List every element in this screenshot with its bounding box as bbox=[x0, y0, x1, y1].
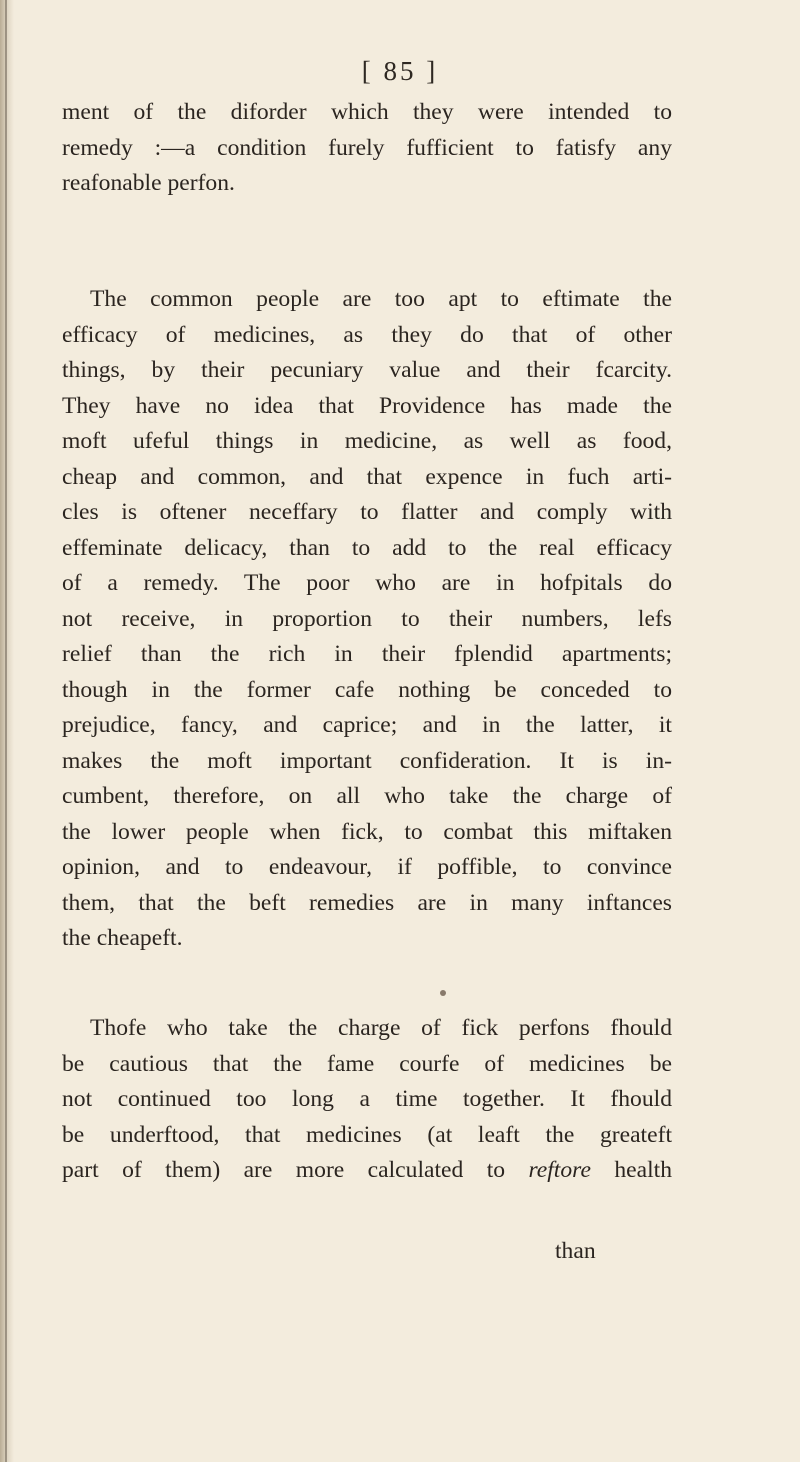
text-line: be underftood, that medicines (at leaft the greateft bbox=[62, 1121, 672, 1148]
text-line: effeminate delicacy, than to add to the real efficacy bbox=[62, 534, 672, 561]
page-number: [ 85 ] bbox=[361, 56, 439, 86]
text-line: not receive, in proportion to their numbers, lefs bbox=[62, 605, 672, 632]
text-line: They have no idea that Providence has made the bbox=[62, 392, 672, 419]
text-line: though in the former cafe nothing be conceded to bbox=[62, 676, 672, 703]
catchword: than bbox=[555, 1238, 596, 1264]
text-line: the lower people when fick, to combat this miftaken bbox=[62, 818, 672, 845]
line-text: part of them) are more calculated to bbox=[62, 1157, 506, 1183]
text-line: cheap and common, and that expence in fuch arti- bbox=[62, 463, 672, 490]
text-line: them, that the beft remedies are in many inftances bbox=[62, 889, 672, 916]
text-line: not continued too long a time together. It fhould bbox=[62, 1086, 672, 1112]
paragraph-1 bbox=[62, 95, 672, 202]
text-line-with-emphasis bbox=[62, 1153, 672, 1189]
ink-fleck bbox=[440, 990, 446, 996]
binding-shadow bbox=[0, 0, 14, 1462]
text-line: relief than the rich in their fplendid apartments; bbox=[62, 641, 672, 667]
text-line: makes the moft important confideration. It is in- bbox=[62, 747, 672, 774]
text-line: cles is oftener neceffary to flatter and comply with bbox=[62, 499, 672, 525]
italic-word: reftore bbox=[528, 1157, 591, 1183]
binding-edge bbox=[5, 0, 7, 1462]
text-line: The common people are too apt to eftimate the bbox=[90, 286, 672, 312]
line-tail: health bbox=[590, 1157, 672, 1183]
text-line: efficacy of medicines, as they do that of other bbox=[62, 321, 672, 348]
text-line: of a remedy. The poor who are in hofpitals do bbox=[62, 570, 672, 596]
text-line: ment of the diforder which they were intended to bbox=[62, 99, 672, 125]
text-line: be cautious that the fame courfe of medicines be bbox=[62, 1050, 672, 1077]
text-line: remedy :—a condition furely fufficient to fatisfy any bbox=[62, 134, 672, 161]
paragraph-3 bbox=[62, 1011, 672, 1189]
text-line: the cheapeft. bbox=[62, 925, 183, 951]
paragraph-2 bbox=[62, 282, 672, 957]
text-line: moft ufeful things in medicine, as well as food, bbox=[62, 428, 672, 454]
text-line: reafonable perfon. bbox=[62, 170, 235, 196]
text-line: things, by their pecuniary value and their fcarcity. bbox=[62, 357, 672, 383]
text-line: Thofe who take the charge of fick perfons fhould bbox=[90, 1015, 672, 1041]
text-line: cumbent, therefore, on all who take the charge of bbox=[62, 783, 672, 809]
text-line: opinion, and to endeavour, if poffible, to convince bbox=[62, 854, 672, 880]
text-line: prejudice, fancy, and caprice; and in the latter, it bbox=[62, 712, 672, 738]
